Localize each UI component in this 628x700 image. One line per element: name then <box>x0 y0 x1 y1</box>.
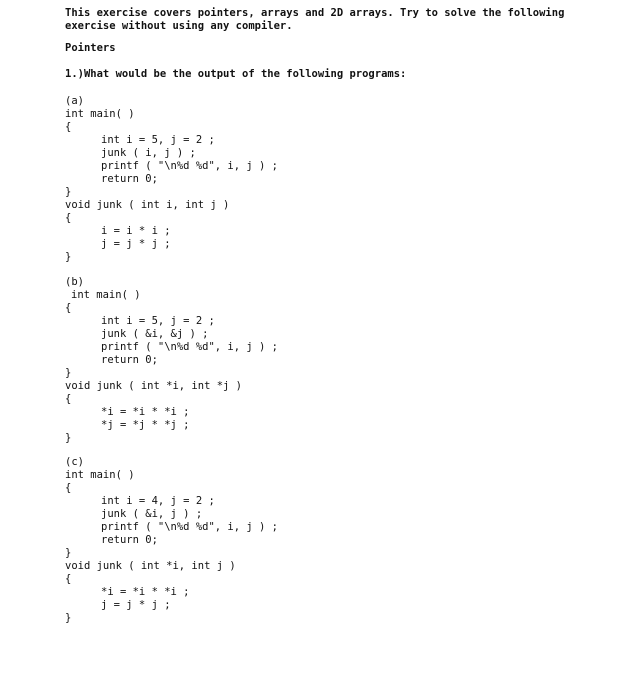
code-line: { <box>65 573 72 585</box>
part-c-label: (c) <box>65 456 84 468</box>
code-line: junk ( i, j ) ; <box>101 147 196 159</box>
code-line: void junk ( int i, int j ) <box>65 199 230 211</box>
code-line: return 0; <box>101 173 158 185</box>
code-line: *i = *i * *i ; <box>101 586 190 598</box>
code-line: } <box>65 251 72 263</box>
code-line: int main( ) <box>71 289 141 301</box>
code-line: int main( ) <box>65 469 135 481</box>
code-line: } <box>65 367 72 379</box>
code-line: } <box>65 612 72 624</box>
code-line: { <box>65 302 72 314</box>
code-line: int i = 4, j = 2 ; <box>101 495 215 507</box>
code-line: printf ( "\n%d %d", i, j ) ; <box>101 521 279 533</box>
intro-line-2: exercise without using any compiler. <box>65 20 293 32</box>
code-line: j = j * j ; <box>101 238 171 250</box>
code-line: { <box>65 212 72 224</box>
code-line: } <box>65 432 72 444</box>
code-line: void junk ( int *i, int j ) <box>65 560 236 572</box>
code-line: i = i * i ; <box>101 225 171 237</box>
code-line: } <box>65 547 72 559</box>
code-line: return 0; <box>101 354 158 366</box>
part-b-label: (b) <box>65 276 84 288</box>
code-line: junk ( &i, j ) ; <box>101 508 203 520</box>
code-line: junk ( &i, &j ) ; <box>101 328 209 340</box>
intro-line-1: This exercise covers pointers, arrays and 2D arrays. Try to solve the following <box>65 7 565 19</box>
section-title: Pointers <box>65 42 116 54</box>
code-line: void junk ( int *i, int *j ) <box>65 380 243 392</box>
part-a-label: (a) <box>65 95 84 107</box>
code-line: *i = *i * *i ; <box>101 406 190 418</box>
code-line: printf ( "\n%d %d", i, j ) ; <box>101 160 279 172</box>
code-line: int i = 5, j = 2 ; <box>101 134 215 146</box>
code-line: printf ( "\n%d %d", i, j ) ; <box>101 341 279 353</box>
code-line: *j = *j * *j ; <box>101 419 190 431</box>
code-line: { <box>65 393 72 405</box>
code-line: return 0; <box>101 534 158 546</box>
code-line: j = j * j ; <box>101 599 171 611</box>
code-line: { <box>65 121 72 133</box>
code-line: int i = 5, j = 2 ; <box>101 315 215 327</box>
code-line: int main( ) <box>65 108 135 120</box>
code-line: } <box>65 186 72 198</box>
code-line: { <box>65 482 72 494</box>
question-text: 1.)What would be the output of the following programs: <box>65 68 407 80</box>
